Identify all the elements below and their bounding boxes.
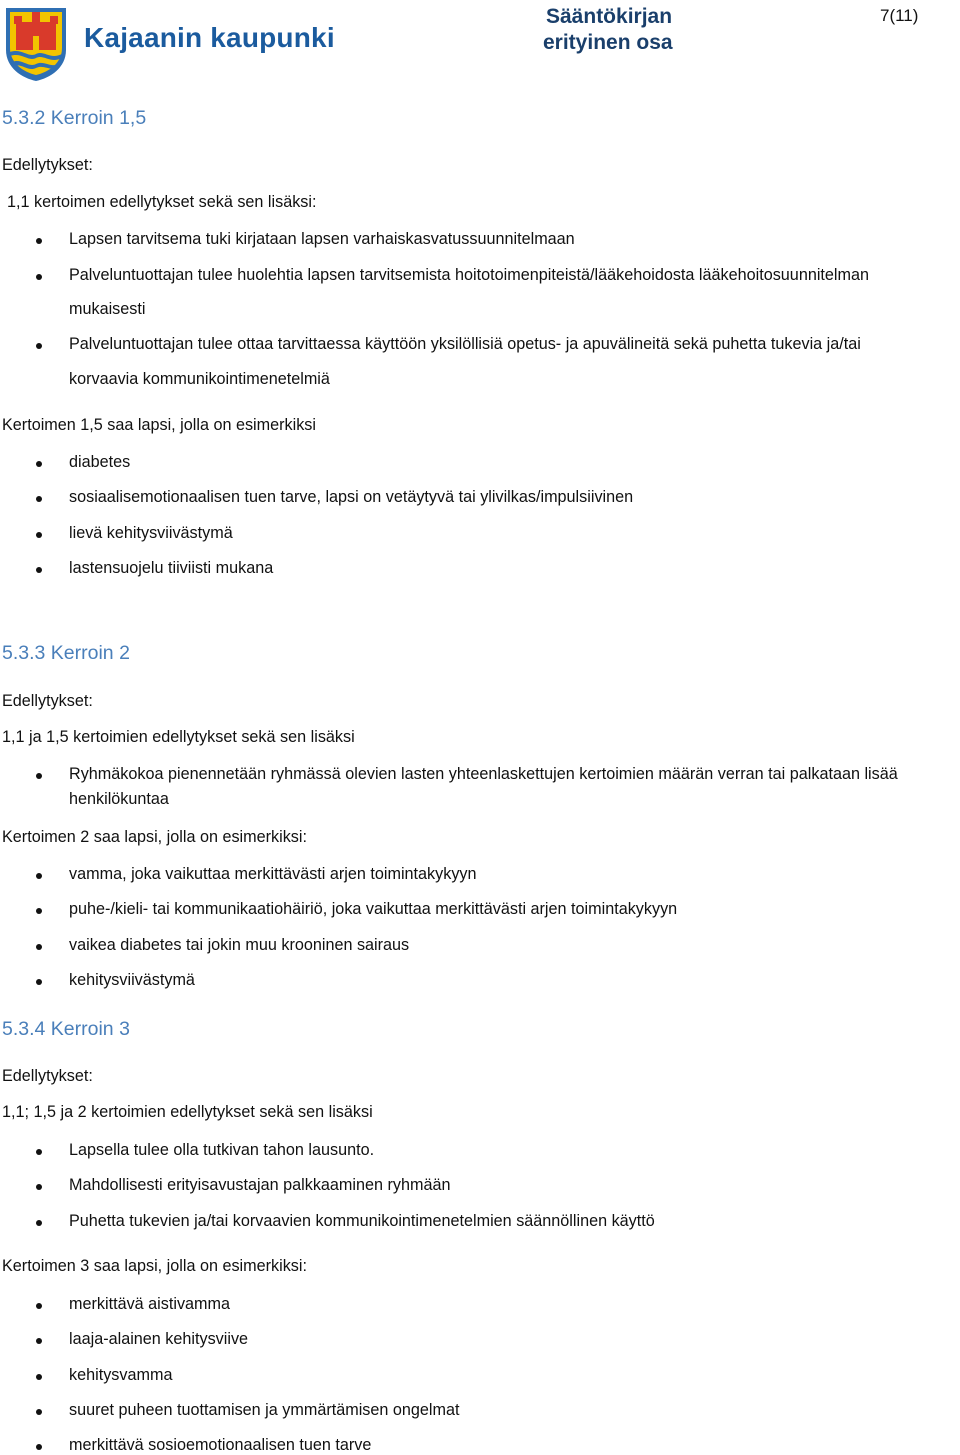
- bullet: [36, 944, 42, 950]
- conditions-label: Edellytykset:: [2, 156, 93, 174]
- bullet: [36, 1184, 42, 1190]
- example-item: merkittävä sosioemotionaalisen tuen tarve: [69, 1436, 372, 1454]
- example-item: puhe-/kieli- tai kommunikaatiohäiriö, joka vaikuttaa merkittävästi arjen toimintakykyyn: [69, 900, 678, 918]
- examples-intro: Kertoimen 3 saa lapsi, jolla on esimerkiksi:: [2, 1257, 307, 1275]
- bullet: [36, 979, 42, 985]
- examples-intro: Kertoimen 1,5 saa lapsi, jolla on esimerkiksi: [2, 416, 316, 434]
- conditions-label: Edellytykset:: [2, 692, 93, 710]
- section-heading: 5.3.3 Kerroin 2: [2, 642, 130, 664]
- brand-name: Kajaanin kaupunki: [84, 22, 335, 53]
- bullet: [36, 1149, 42, 1155]
- section-heading: 5.3.2 Kerroin 1,5: [2, 107, 147, 129]
- coat-of-arms-logo: [4, 6, 68, 82]
- list-item: Palveluntuottajan tulee ottaa tarvittaessa käyttöön yksilöllisiä opetus- ja apuvälineitä sekä puhetta tukevia ja/tai: [69, 335, 861, 353]
- bullet: [36, 1303, 42, 1309]
- example-item: merkittävä aistivamma: [69, 1295, 231, 1313]
- bullet: [36, 567, 42, 573]
- bullet: [36, 532, 42, 538]
- example-item: vaikea diabetes tai jokin muu krooninen sairaus: [69, 936, 410, 954]
- bullet: [36, 908, 42, 914]
- list-item: Lapsen tarvitsema tuki kirjataan lapsen varhaiskasvatussuunnitelmaan: [69, 230, 575, 248]
- list-item: Palveluntuottajan tulee huolehtia lapsen tarvitsemista hoitotoimenpiteistä/lääkehoidosta lääkehoitosuunnitelman: [69, 266, 870, 284]
- bullet: [36, 238, 42, 244]
- bullet: [36, 343, 42, 349]
- bullet: [36, 1338, 42, 1344]
- bullet: [36, 1444, 42, 1450]
- bullet: [36, 496, 42, 502]
- bullet: [36, 461, 42, 467]
- list-item: Puhetta tukevien ja/tai korvaavien kommunikointimenetelmien säännöllinen käyttö: [69, 1212, 655, 1230]
- list-item: Lapsella tulee olla tutkivan tahon lausunto.: [69, 1141, 375, 1159]
- doc-title-line2: erityinen osa: [543, 31, 673, 54]
- doc-title-line1: Sääntökirjan: [546, 5, 673, 28]
- page-header: [0, 0, 960, 90]
- list-item-continuation: mukaisesti: [69, 300, 146, 318]
- example-item: kehitysviivästymä: [69, 971, 195, 989]
- example-item: vamma, joka vaikuttaa merkittävästi arjen toimintakykyyn: [69, 865, 477, 883]
- conditions-intro: 1,1 kertoimen edellytykset sekä sen lisäksi:: [7, 193, 317, 211]
- list-item: Mahdollisesti erityisavustajan palkkaaminen ryhmään: [69, 1176, 451, 1194]
- bullet: [36, 1220, 42, 1226]
- list-item-continuation: korvaavia kommunikointimenetelmiä: [69, 370, 330, 388]
- example-item: lastensuojelu tiiviisti mukana: [69, 559, 274, 577]
- examples-intro: Kertoimen 2 saa lapsi, jolla on esimerkiksi:: [2, 828, 307, 846]
- list-item: Ryhmäkokoa pienennetään ryhmässä olevien lasten yhteenlaskettujen kertoimien määrän verran tai palkataan lisää: [69, 765, 898, 783]
- example-item: lievä kehitysviivästymä: [69, 524, 233, 542]
- section-heading: 5.3.4 Kerroin 3: [2, 1018, 130, 1040]
- list-item-continuation: henkilökuntaa: [69, 790, 169, 808]
- conditions-label: Edellytykset:: [2, 1067, 93, 1085]
- example-item: sosiaalisemotionaalisen tuen tarve, lapsi on vetäytyvä tai ylivilkas/impulsiivinen: [69, 488, 634, 506]
- example-item: laaja-alainen kehitysviive: [69, 1330, 249, 1348]
- bullet: [36, 274, 42, 280]
- page-number: 7(11): [880, 6, 919, 25]
- bullet: [36, 1374, 42, 1380]
- example-item: suuret puheen tuottamisen ja ymmärtämisen ongelmat: [69, 1401, 460, 1419]
- example-item: diabetes: [69, 453, 131, 471]
- example-item: kehitysvamma: [69, 1366, 173, 1384]
- bullet: [36, 1409, 42, 1415]
- conditions-intro: 1,1 ja 1,5 kertoimien edellytykset sekä sen lisäksi: [2, 728, 355, 746]
- bullet: [36, 773, 42, 779]
- conditions-intro: 1,1; 1,5 ja 2 kertoimien edellytykset sekä sen lisäksi: [2, 1103, 373, 1121]
- bullet: [36, 873, 42, 879]
